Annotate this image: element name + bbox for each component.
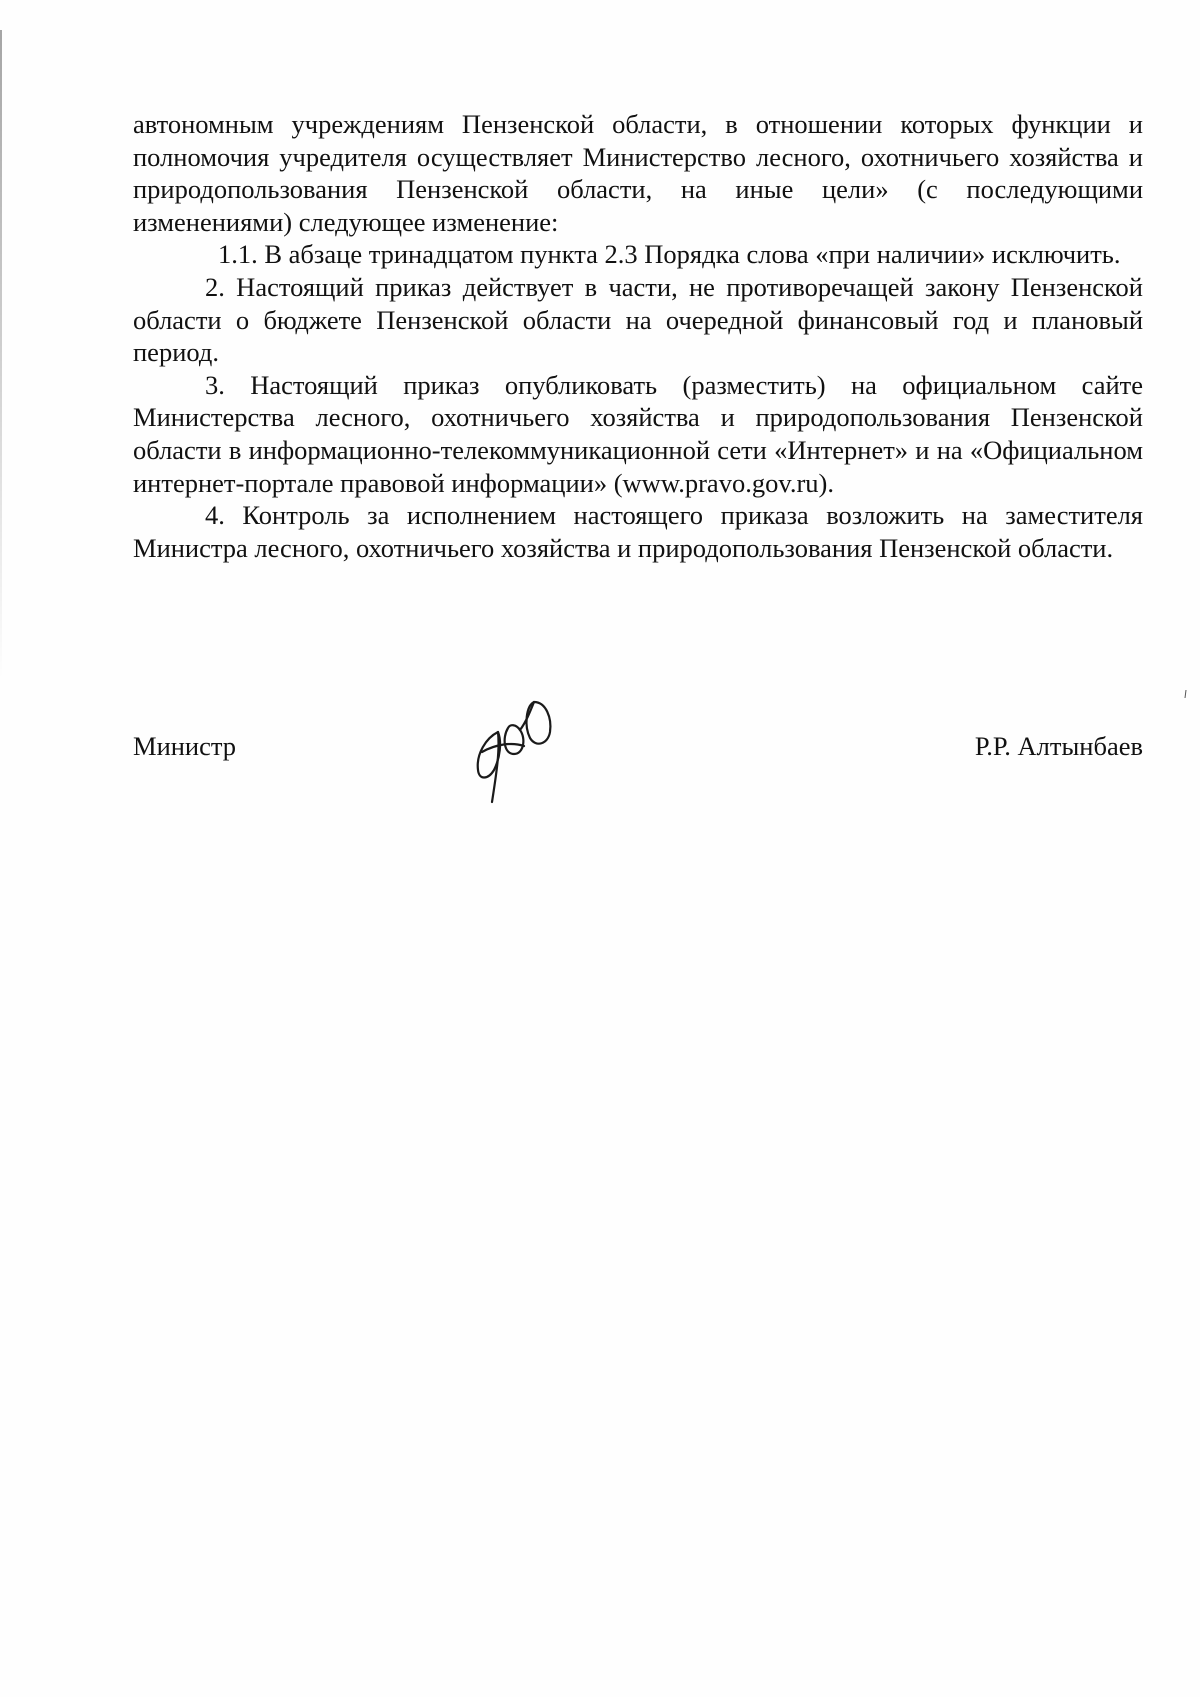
scan-edge-artifact	[0, 30, 2, 680]
scan-speck	[1184, 690, 1187, 698]
signatory-position: Министр	[133, 731, 237, 761]
paragraph-1-1: 1.1. В абзаце тринадцатом пункта 2.3 Порядка слова «при наличии» исключить.	[218, 239, 1121, 270]
signatory-name: Р.Р. Алтынбаев	[974, 731, 1143, 761]
handwritten-signature	[468, 692, 558, 804]
paragraph-continuation: автономным учреждениям Пензенской области, в отношении которых функции и полномочия учредителя осуществляет Министерство лесного, охотничьего хозяйства и природопользования Пензенской области, на иные цели» (с последующими изменениями) следующее изменение:	[133, 109, 1143, 237]
paragraph-3: 3. Настоящий приказ опубликовать (разместить) на официальном сайте Министерства лесного, охотничьего хозяйства и природопользования Пензенской области в информационно-телекоммуникационной сети «Интернет» и на «Официальном интернет-портале правовой информации» (www.pravo.gov.ru).	[133, 369, 1143, 498]
paragraph-2: 2. Настоящий приказ действует в части, не противоречащей закону Пензенской области о бюджете Пензенской области на очередной финансовый год и плановый период.	[133, 271, 1143, 368]
paragraph-4: 4. Контроль за исполнением настоящего приказа возложить на заместителя Министра лесного, охотничьего хозяйства и природопользования Пензенской области.	[133, 500, 1143, 563]
document-body	[133, 108, 1143, 564]
signature-block	[133, 730, 1143, 770]
